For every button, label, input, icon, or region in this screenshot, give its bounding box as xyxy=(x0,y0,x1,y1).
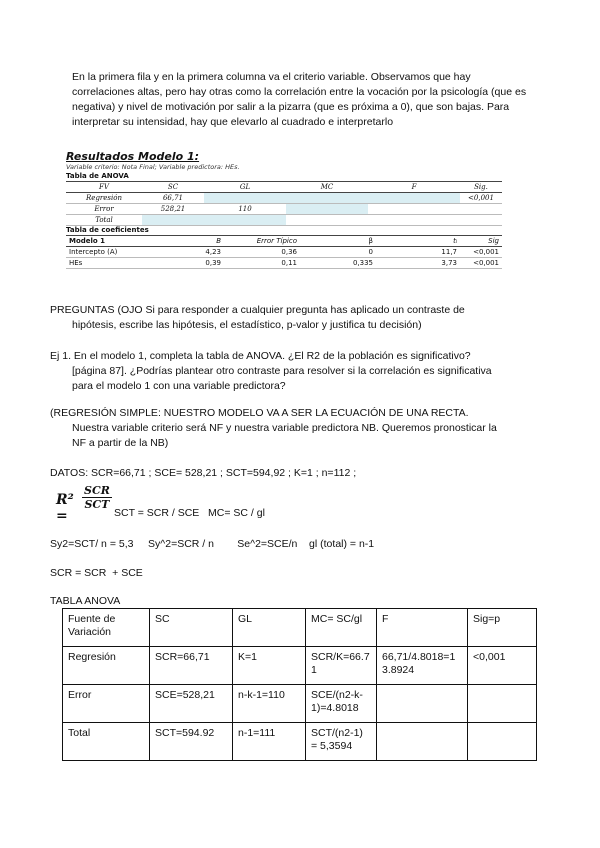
ej1-line-1: Ej 1. En el modelo 1, completa la tabla de ANOVA. ¿El R2 de la población es significativo? xyxy=(50,350,471,362)
results-subtitle: Variable criterio: Nota Final; Variable predictora: HEs. xyxy=(66,163,240,171)
table-row xyxy=(63,723,537,761)
table-cell: <0,001 xyxy=(460,258,502,269)
regresion-line-1: (REGRESIÓN SIMPLE: NUESTRO MODELO VA A SER LA ECUACIÓN DE UNA RECTA. xyxy=(50,407,469,419)
header-cell: SC xyxy=(142,182,204,193)
table-cell: Intercepto (A) xyxy=(66,247,162,258)
table-cell: Total xyxy=(63,723,150,761)
header-cell: F xyxy=(377,609,468,647)
table-row xyxy=(63,685,537,723)
coef-table-label: Tabla de coeficientes xyxy=(66,226,149,234)
table-cell: Total xyxy=(66,215,142,226)
table-cell xyxy=(377,685,468,723)
ej1-line-3: para el modelo 1 con una variable predictora? xyxy=(72,380,286,392)
table-cell: 0,39 xyxy=(162,258,224,269)
anova-table-label: Tabla de ANOVA xyxy=(66,172,129,180)
table-cell: n-1=111 xyxy=(233,723,306,761)
regresion-line-2: Nuestra variable criterio será NF y nuestra variable predictora NB. Queremos pronosticar la xyxy=(72,422,497,434)
table-cell xyxy=(286,215,368,226)
header-cell: β xyxy=(300,236,376,247)
table-cell: SCR/K=66.71 xyxy=(306,647,377,685)
table-cell: SCE=528,21 xyxy=(150,685,233,723)
table-row xyxy=(66,236,502,247)
header-cell: Sig=p xyxy=(468,609,537,647)
table-cell: 11,7 xyxy=(376,247,460,258)
intro-paragraph: En la primera fila y en la primera columna va el criterio variable. Observamos que hay correlaciones altas, pero hay otras como la correlación entre la vocación por la psicología (que es negativa) y nivel de motivación por salir a la pizarra (que es próxima a 0), que son bajas. Para interpretar su intensidad, hay que elevarlo al cuadrado e interpretarlo xyxy=(72,71,527,128)
table-row xyxy=(66,247,502,258)
table-cell xyxy=(460,204,502,215)
table-cell: SCE/(n2-k-1)=4.8018 xyxy=(306,685,377,723)
regresion-line-3: NF a partir de la NB) xyxy=(72,437,169,449)
results-title: Resultados Modelo 1: xyxy=(66,150,200,163)
table-cell: K=1 xyxy=(233,647,306,685)
r2-numerator: SCR xyxy=(84,484,110,497)
header-cell: B xyxy=(162,236,224,247)
table-row xyxy=(66,215,502,226)
table-cell: Regresión xyxy=(63,647,150,685)
tabla-anova-label: TABLA ANOVA xyxy=(50,595,121,607)
datos-line: DATOS: SCR=66,71 ; SCE= 528,21 ; SCT=594,92 ; K=1 ; n=112 ; xyxy=(50,467,357,479)
table-cell xyxy=(460,215,502,226)
r2-denominator: SCT xyxy=(84,498,110,511)
table-cell xyxy=(368,215,460,226)
regresion-paragraph xyxy=(50,406,550,451)
table-cell xyxy=(142,215,204,226)
table-cell: Error xyxy=(63,685,150,723)
table-cell: HEs xyxy=(66,258,162,269)
header-cell: FV xyxy=(66,182,142,193)
table-cell: SCT/(n2-1) = 5,3594 xyxy=(306,723,377,761)
header-cell: MC= SC/gl xyxy=(306,609,377,647)
table-cell: SCR=66,71 xyxy=(150,647,233,685)
table-row xyxy=(63,609,537,647)
table-cell: SCT=594.92 xyxy=(150,723,233,761)
table-cell: 0 xyxy=(300,247,376,258)
table-cell: 0,335 xyxy=(300,258,376,269)
table-cell: Error xyxy=(66,204,142,215)
header-cell: SC xyxy=(150,609,233,647)
table-cell xyxy=(204,193,286,204)
ej1-paragraph xyxy=(50,349,550,394)
table-cell: <0,001 xyxy=(460,193,502,204)
table-cell: 528,21 xyxy=(142,204,204,215)
header-cell: GL xyxy=(233,609,306,647)
table-cell xyxy=(204,215,286,226)
r2-symbol: R² = xyxy=(56,492,74,524)
table-cell: 66,71 xyxy=(142,193,204,204)
table-cell xyxy=(286,193,368,204)
header-cell: Modelo 1 xyxy=(66,236,162,247)
table-cell xyxy=(468,723,537,761)
header-cell: Fuente de Variación xyxy=(63,609,150,647)
table-cell: 0,36 xyxy=(224,247,300,258)
table-row xyxy=(66,258,502,269)
table-row xyxy=(63,647,537,685)
table-cell xyxy=(286,204,368,215)
table-row xyxy=(66,182,502,193)
table-cell: n-k-1=110 xyxy=(233,685,306,723)
table-cell xyxy=(377,723,468,761)
formula-line-3: SCR = SCR + SCE xyxy=(50,567,143,579)
table-cell: 110 xyxy=(204,204,286,215)
table-row xyxy=(66,204,502,215)
ej1-line-2: [página 87]. ¿Podrías plantear otro contraste para resolver si la correlación es significativa xyxy=(72,365,492,377)
table-row xyxy=(66,193,502,204)
results-model-image xyxy=(66,150,502,269)
header-cell: GL xyxy=(204,182,286,193)
header-cell: MC xyxy=(286,182,368,193)
preguntas-paragraph xyxy=(50,303,550,333)
mini-anova-table xyxy=(66,181,502,226)
table-cell: <0,001 xyxy=(460,247,502,258)
formula-line-1: SCT = SCR / SCE MC= SC / gl xyxy=(114,507,265,519)
preguntas-line-2: hipótesis, escribe las hipótesis, el estadístico, p-valor y justifica tu decisión) xyxy=(72,319,422,331)
mini-coef-table xyxy=(66,235,502,269)
r2-fraction xyxy=(82,484,112,511)
table-cell xyxy=(468,685,537,723)
table-cell: 66,71/4.8018=13.8924 xyxy=(377,647,468,685)
table-cell: 0,11 xyxy=(224,258,300,269)
formula-line-2: Sy2=SCT/ n = 5,3 Sy^2=SCR / n Se^2=SCE/n gl (total) = n-1 xyxy=(50,538,375,550)
header-cell: tₗ xyxy=(376,236,460,247)
header-cell: Error Típico xyxy=(224,236,300,247)
anova-table xyxy=(62,608,537,761)
table-cell: 3,73 xyxy=(376,258,460,269)
header-cell: Sig xyxy=(460,236,502,247)
header-cell: F xyxy=(368,182,460,193)
table-cell: Regresión xyxy=(66,193,142,204)
preguntas-line-1: PREGUNTAS (OJO Si para responder a cualquier pregunta has aplicado un contraste de xyxy=(50,304,465,316)
table-cell xyxy=(368,193,460,204)
table-cell: <0,001 xyxy=(468,647,537,685)
table-cell: 4,23 xyxy=(162,247,224,258)
header-cell: Sig. xyxy=(460,182,502,193)
table-cell xyxy=(368,204,460,215)
